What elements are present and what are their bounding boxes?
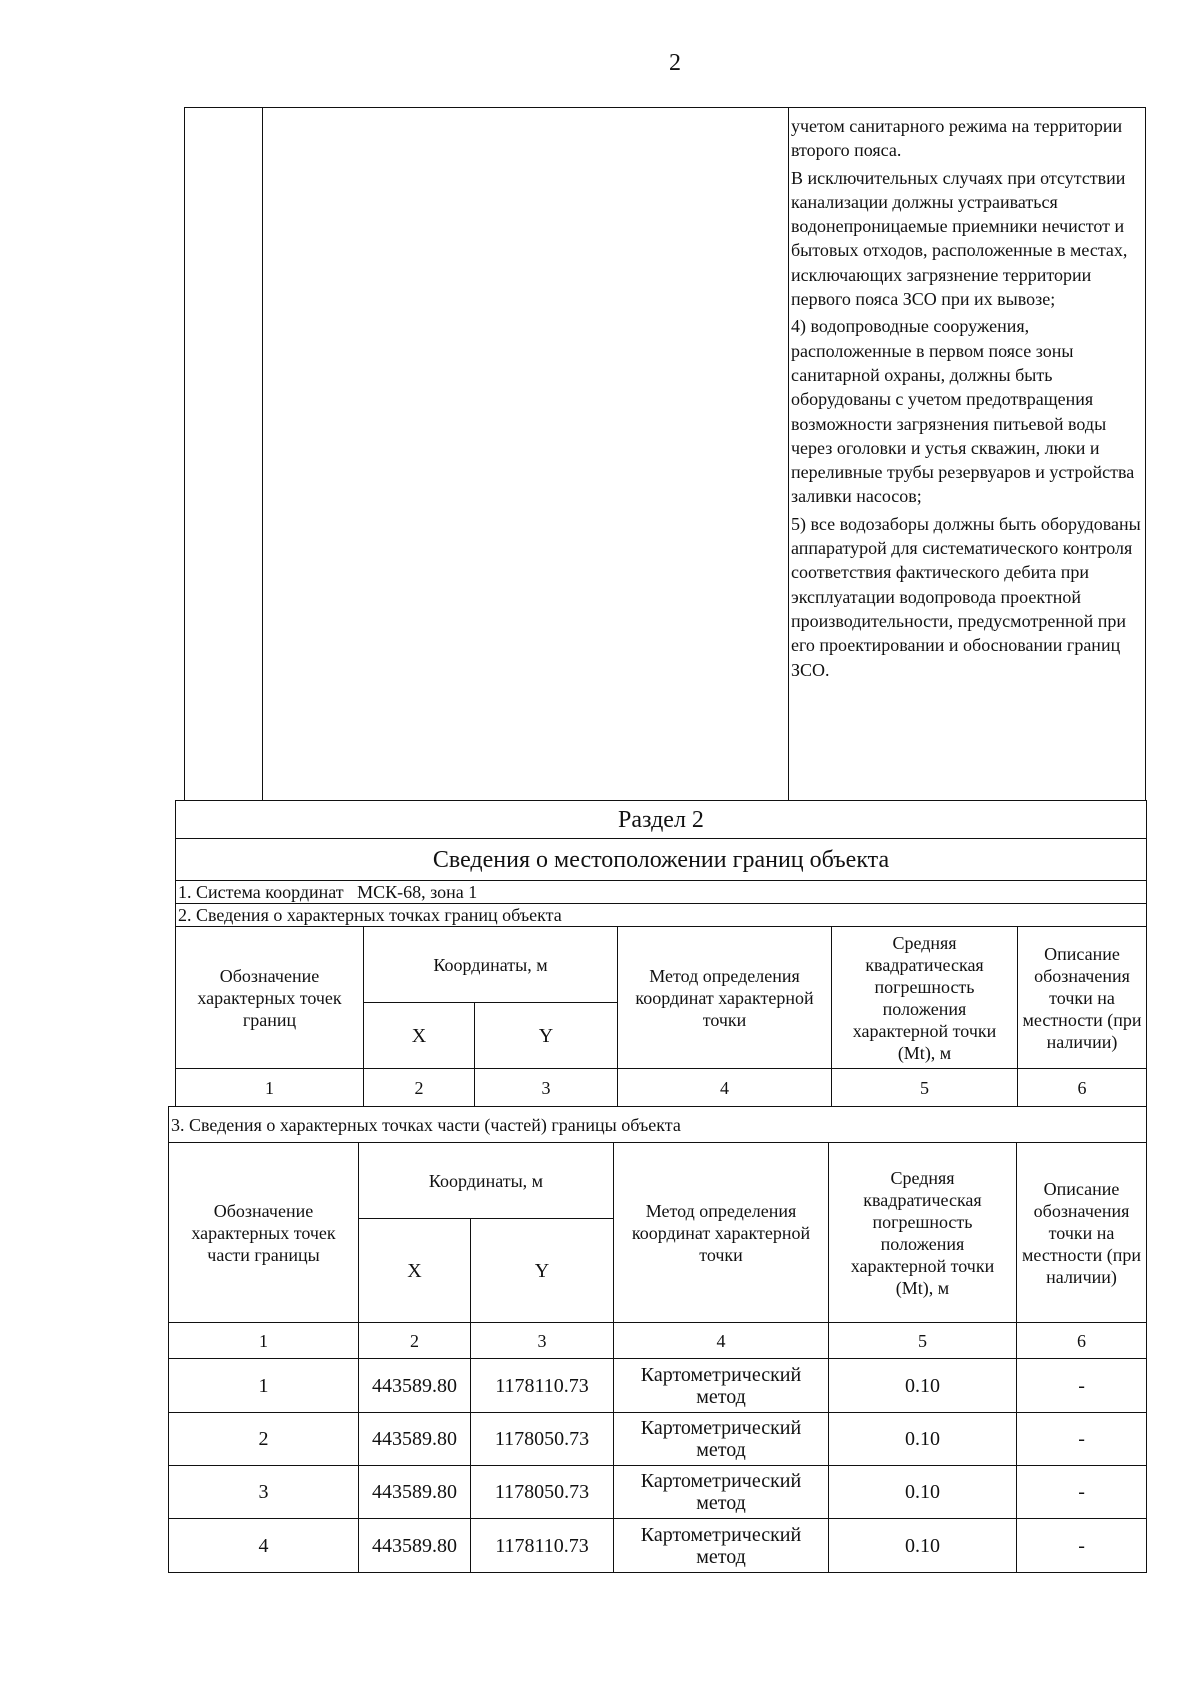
paragraph-3: 4) водопроводные сооружения, расположенные в первом поясе зоны санитарной охраны, должны быть оборудованы с учетом предотвращения возможности загрязнения питьевой воды через оголовки и устья скважин, люки и переливные трубы резервуаров и устройства заливки насосов; [791, 316, 1135, 507]
continued-requirements-text [791, 114, 1146, 682]
method-value: Картометрический метод [614, 1359, 829, 1413]
paragraph-4: 5) все водозаборы должны быть оборудованы аппаратурой для систематического контроля соответствия фактического дебита при эксплуатации водопровода проектной производительности, предусмотренной при его проектировании и обосновании границ ЗСО. [791, 513, 1141, 680]
x-value: 443589.80 [359, 1359, 471, 1413]
y-value: 1178050.73 [471, 1466, 614, 1519]
y-value: 1178110.73 [471, 1359, 614, 1413]
paragraph-2: В исключительных случаях при отсутствии канализации должны устраиваться водонепроницаемые приемники нечистот и бытовых отходов, расположенные в местах, исключающих загрязнение территории первого пояса ЗСО при их вывозе; [791, 167, 1128, 310]
boundary-points-table [175, 926, 1147, 1107]
coordinate-system-value: МСК-68, зона 1 [357, 882, 478, 902]
page-number: 2 [669, 50, 681, 76]
error-value: 0.10 [829, 1466, 1017, 1519]
column-number: 3 [471, 1323, 614, 1359]
column-number: 6 [1017, 1323, 1147, 1359]
column-number: 5 [829, 1323, 1017, 1359]
x-value: 443589.80 [359, 1413, 471, 1466]
column-number: 4 [618, 1069, 832, 1107]
column-divider-2 [788, 107, 789, 800]
column-number: 1 [169, 1323, 359, 1359]
method-value: Картометрический метод [614, 1466, 829, 1519]
y-header: Y [475, 1003, 618, 1069]
point-number: 1 [169, 1359, 359, 1413]
column-number: 2 [359, 1323, 471, 1359]
point-number: 3 [169, 1466, 359, 1519]
table-row [169, 1466, 1147, 1519]
designation-header: Обозначение характерных точек части границы [169, 1143, 359, 1323]
description-value: - [1017, 1466, 1147, 1519]
y-value: 1178110.73 [471, 1519, 614, 1573]
designation-header: Обозначение характерных точек границ [176, 927, 364, 1069]
method-value: Картометрический метод [614, 1413, 829, 1466]
description-value: - [1017, 1413, 1147, 1466]
section-header-table [175, 800, 1147, 927]
method-value: Картометрический метод [614, 1519, 829, 1573]
section-title: Сведения о местоположении границ объекта [176, 839, 1147, 881]
error-header: Средняя квадратическая погрешность положения характерной точки (Mt), м [829, 1143, 1017, 1323]
paragraph-1: учетом санитарного режима на территории второго пояса. [791, 116, 1123, 161]
section-heading: Раздел 2 [176, 801, 1147, 839]
column-divider-1 [262, 107, 263, 800]
description-header: Описание обозначения точки на местности (при наличии) [1017, 1143, 1147, 1323]
y-value: 1178050.73 [471, 1413, 614, 1466]
column-number: 5 [832, 1069, 1018, 1107]
description-value: - [1017, 1519, 1147, 1573]
table-row [169, 1519, 1147, 1573]
coordinates-header: Координаты, м [364, 927, 618, 1003]
y-header: Y [471, 1219, 614, 1323]
table-row [169, 1413, 1147, 1466]
error-value: 0.10 [829, 1519, 1017, 1573]
column-number: 6 [1018, 1069, 1147, 1107]
coordinate-system-label: 1. Система координат [178, 882, 344, 902]
column-number: 1 [176, 1069, 364, 1107]
column-number: 2 [364, 1069, 475, 1107]
coordinate-system-row [176, 881, 1147, 904]
column-number: 4 [614, 1323, 829, 1359]
point-number: 4 [169, 1519, 359, 1573]
point-number: 2 [169, 1413, 359, 1466]
x-header: X [359, 1219, 471, 1323]
x-value: 443589.80 [359, 1466, 471, 1519]
part-points-heading: 3. Сведения о характерных точках части (частей) границы объекта [169, 1107, 1147, 1143]
column-number: 3 [475, 1069, 618, 1107]
x-header: X [364, 1003, 475, 1069]
part-boundary-points-table [168, 1106, 1147, 1573]
method-header: Метод определения координат характерной точки [618, 927, 832, 1069]
coordinates-header: Координаты, м [359, 1143, 614, 1219]
error-value: 0.10 [829, 1413, 1017, 1466]
points-heading: 2. Сведения о характерных точках границ объекта [176, 904, 1147, 927]
method-header: Метод определения координат характерной точки [614, 1143, 829, 1323]
table-row [169, 1359, 1147, 1413]
description-value: - [1017, 1359, 1147, 1413]
description-header: Описание обозначения точки на местности (при наличии) [1018, 927, 1147, 1069]
error-header: Средняя квадратическая погрешность положения характерной точки (Mt), м [832, 927, 1018, 1069]
error-value: 0.10 [829, 1359, 1017, 1413]
x-value: 443589.80 [359, 1519, 471, 1573]
